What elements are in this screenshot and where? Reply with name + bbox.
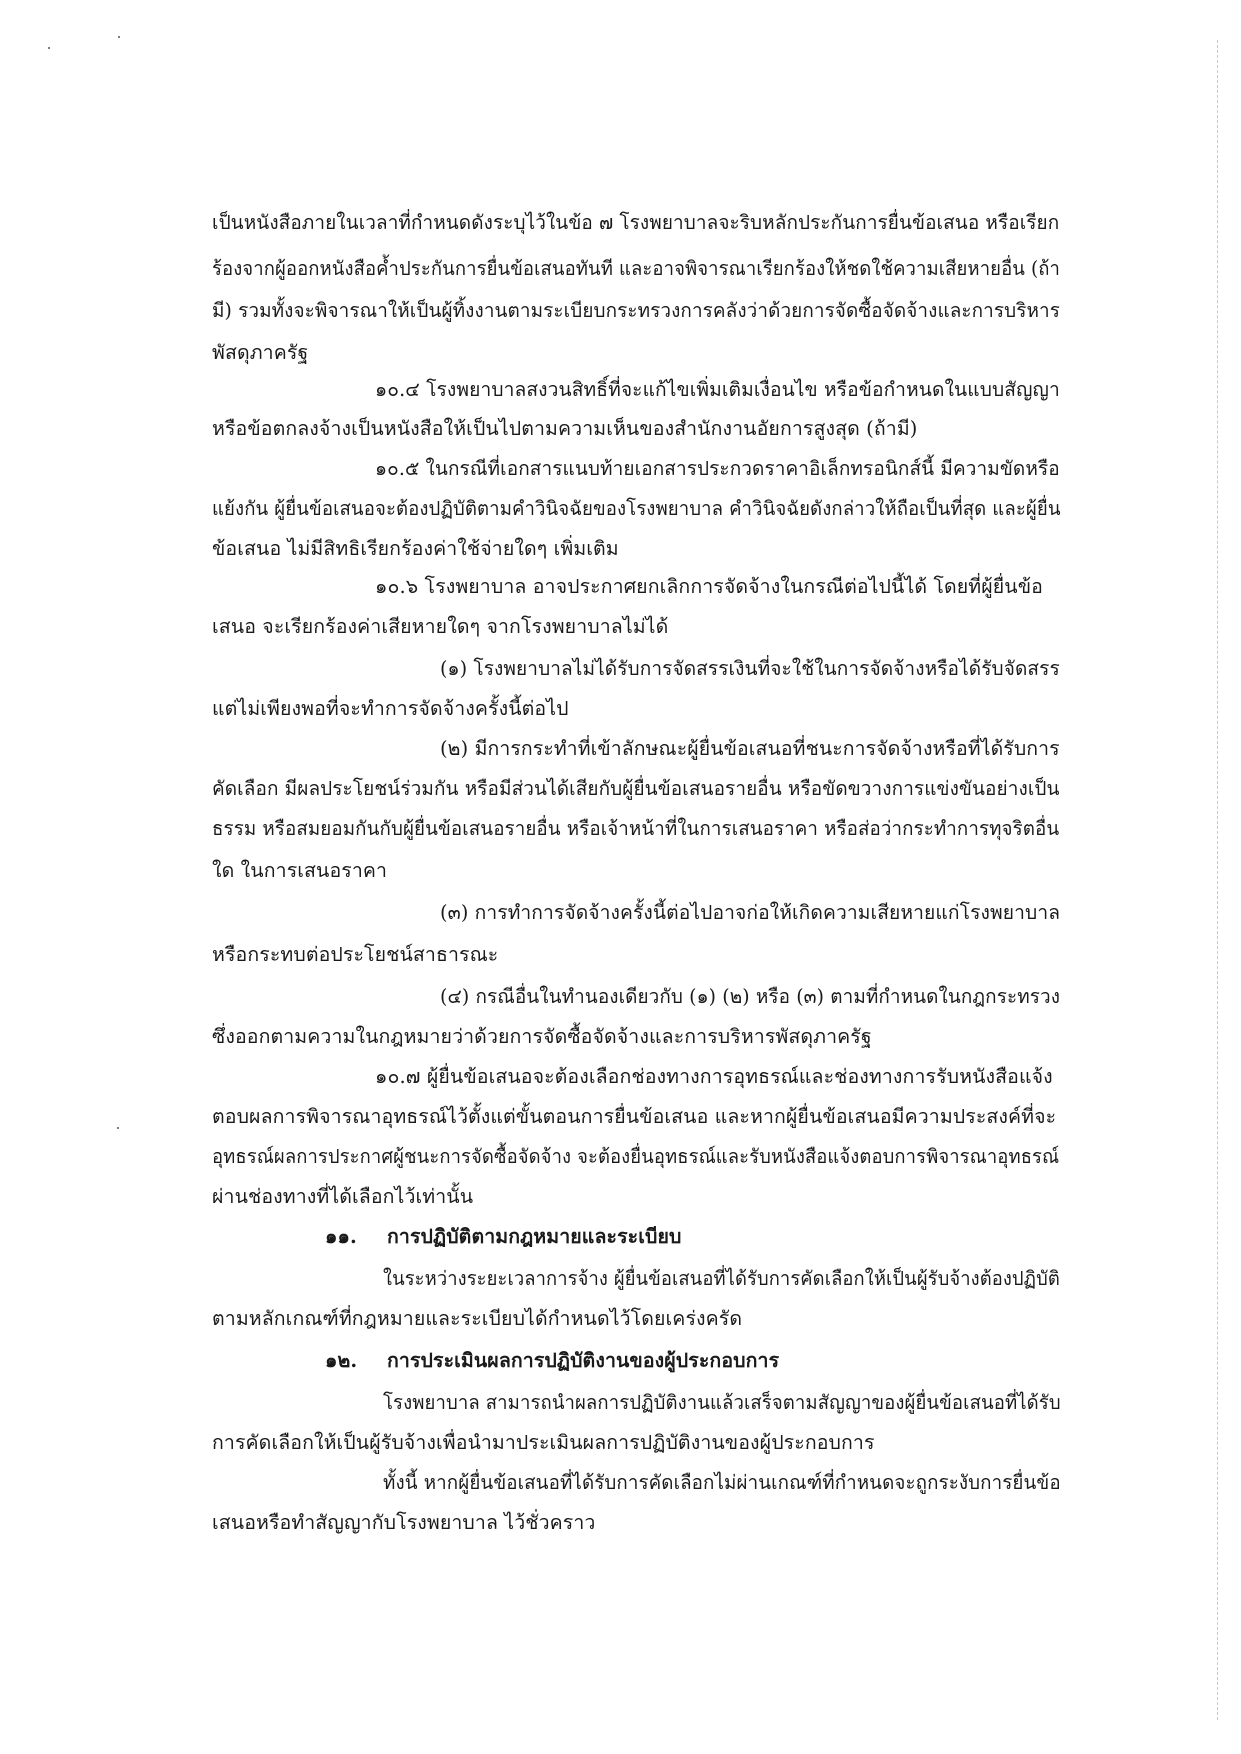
clause-10-5: ๑๐.๕ ในกรณีที่เอกสารแนบท้ายเอกสารประกวดราคาอิเล็กทรอนิกส์นี้ มีความขัดหรือ <box>375 457 1060 480</box>
section-11-title: การปฏิบัติตามกฎหมายและระเบียบ <box>387 1225 682 1248</box>
sub-item-2: (๒) มีการกระทำที่เข้าลักษณะผู้ยื่นข้อเสนอที่ชนะการจัดจ้างหรือที่ได้รับการ <box>440 737 1060 760</box>
text-line: มี) รวมทั้งจะพิจารณาให้เป็นผู้ทิ้งงานตามระเบียบกระทรวงการคลังว่าด้วยการจัดซื้อจัดจ้างและการบริหาร <box>212 299 1060 322</box>
text-line: การคัดเลือกให้เป็นผู้รับจ้างเพื่อนำมาประเมินผลการปฏิบัติงานของผู้ประกอบการ <box>212 1431 875 1454</box>
scan-speck <box>117 1127 119 1129</box>
text-line: ตอบผลการพิจารณาอุทธรณ์ไว้ตั้งแต่ขั้นตอนการยื่นข้อเสนอ และหากผู้ยื่นข้อเสนอมีความประสงค์ที่จะ <box>212 1105 1057 1128</box>
sub-item-3: (๓) การทำการจัดจ้างครั้งนี้ต่อไปอาจก่อให้เกิดความเสียหายแก่โรงพยาบาล <box>440 901 1061 924</box>
clause-10-4: ๑๐.๔ โรงพยาบาลสงวนสิทธิ์ที่จะแก้ไขเพิ่มเติมเงื่อนไข หรือข้อกำหนดในแบบสัญญา <box>375 378 1060 401</box>
section-12-number: ๑๒. <box>325 1349 358 1372</box>
clause-10-7: ๑๐.๗ ผู้ยื่นข้อเสนอจะต้องเลือกช่องทางการอุทธรณ์และช่องทางการรับหนังสือแจ้ง <box>375 1065 1053 1088</box>
text-line: แย้งกัน ผู้ยื่นข้อเสนอจะต้องปฏิบัติตามคำวินิจฉัยของโรงพยาบาล คำวินิจฉัยดังกล่าวให้ถือเป็นที่สุด และผู้ยื่น <box>212 497 1061 520</box>
section-12-heading <box>325 1346 779 1376</box>
section-11-heading <box>325 1222 681 1252</box>
text-line: เสนอ จะเรียกร้องค่าเสียหายใดๆ จากโรงพยาบาลไม่ได้ <box>212 615 669 638</box>
text-line: เป็นหนังสือภายในเวลาที่กำหนดดังระบุไว้ในข้อ ๗ โรงพยาบาลจะริบหลักประกันการยื่นข้อเสนอ หรือเรียก <box>212 211 1060 234</box>
text-line: ร้องจากผู้ออกหนังสือค้ำประกันการยื่นข้อเสนอทันที และอาจพิจารณาเรียกร้องให้ชดใช้ความเสียหายอื่น (ถ้า <box>212 257 1060 280</box>
text-line: โรงพยาบาล สามารถนำผลการปฏิบัติงานแล้วเสร็จตามสัญญาของผู้ยื่นข้อเสนอที่ได้รับ <box>383 1391 1061 1414</box>
text-line: แต่ไม่เพียงพอที่จะทำการจัดจ้างครั้งนี้ต่อไป <box>212 697 569 720</box>
text-line: ข้อเสนอ ไม่มีสิทธิเรียกร้องค่าใช้จ่ายใดๆ เพิ่มเติม <box>212 537 619 560</box>
text-line: ตามหลักเกณฑ์ที่กฎหมายและระเบียบได้กำหนดไว้โดยเคร่งครัด <box>212 1307 743 1330</box>
text-line: ในระหว่างระยะเวลาการจ้าง ผู้ยื่นข้อเสนอที่ได้รับการคัดเลือกให้เป็นผู้รับจ้างต้องปฏิบัติ <box>383 1267 1060 1290</box>
clause-10-6: ๑๐.๖ โรงพยาบาล อาจประกาศยกเลิกการจัดจ้างในกรณีต่อไปนี้ได้ โดยที่ผู้ยื่นข้อ <box>375 575 1043 598</box>
text-line: เสนอหรือทำสัญญากับโรงพยาบาล ไว้ชั่วคราว <box>212 1511 596 1534</box>
text-line: อุทธรณ์ผลการประกาศผู้ชนะการจัดซื้อจัดจ้าง จะต้องยื่นอุทธรณ์และรับหนังสือแจ้งตอบการพิจารณาอุทธรณ์ <box>212 1145 1060 1168</box>
text-line: หรือกระทบต่อประโยชน์สาธารณะ <box>212 943 499 966</box>
text-line: ซึ่งออกตามความในกฎหมายว่าด้วยการจัดซื้อจัดจ้างและการบริหารพัสดุภาครัฐ <box>212 1025 872 1048</box>
scan-edge-line <box>1217 40 1219 1720</box>
scan-speck <box>48 47 50 49</box>
sub-item-4: (๔) กรณีอื่นในทำนองเดียวกับ (๑) (๒) หรือ (๓) ตามที่กำหนดในกฎกระทรวง <box>440 985 1061 1008</box>
text-line: ธรรม หรือสมยอมกันกับผู้ยื่นข้อเสนอรายอื่น หรือเจ้าหน้าที่ในการเสนอราคา หรือส่อว่ากระทำการทุจริตอื่น <box>212 817 1060 840</box>
scan-speck <box>118 36 120 38</box>
section-12-title: การประเมินผลการปฏิบัติงานของผู้ประกอบการ <box>387 1349 780 1372</box>
text-line: หรือข้อตกลงจ้างเป็นหนังสือให้เป็นไปตามความเห็นของสำนักงานอัยการสูงสุด (ถ้ามี) <box>212 417 918 440</box>
text-line: คัดเลือก มีผลประโยชน์ร่วมกัน หรือมีส่วนได้เสียกับผู้ยื่นข้อเสนอรายอื่น หรือขัดขวางการแข่งขันอย่างเป็น <box>212 777 1060 800</box>
text-line: ผ่านช่องทางที่ได้เลือกไว้เท่านั้น <box>212 1185 474 1208</box>
text-line: พัสดุภาครัฐ <box>212 341 309 364</box>
section-11-number: ๑๑. <box>325 1225 357 1248</box>
sub-item-1: (๑) โรงพยาบาลไม่ได้รับการจัดสรรเงินที่จะใช้ในการจัดจ้างหรือได้รับจัดสรร <box>440 657 1060 680</box>
text-line: ใด ในการเสนอราคา <box>212 859 388 882</box>
text-line: ทั้งนี้ หากผู้ยื่นข้อเสนอที่ได้รับการคัดเลือกไม่ผ่านเกณฑ์ที่กำหนดจะถูกระงับการยื่นข้อ <box>383 1471 1061 1494</box>
